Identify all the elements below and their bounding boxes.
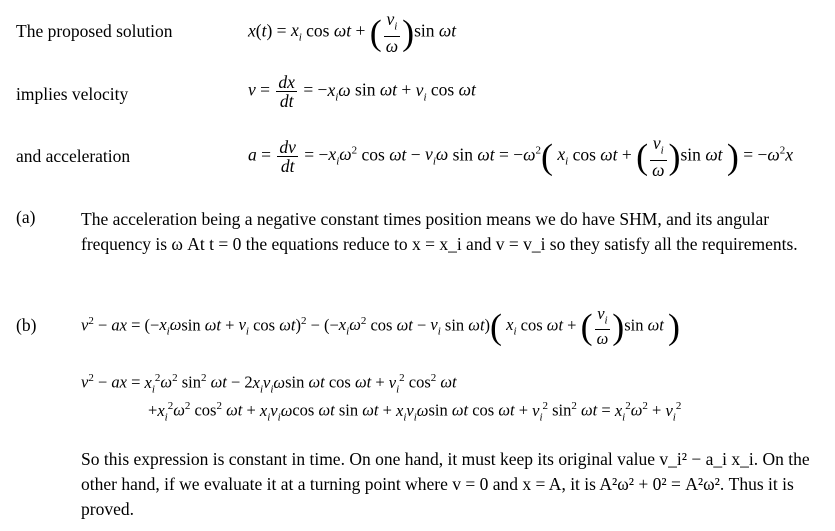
row-label-proposed-solution: The proposed solution [16,21,173,41]
part-b-label: (b) [16,315,37,335]
equation-b-line2: $v^2$ − ax = $x_i^2\omega^2$ $\sin^2 \omega t - 2x_iv_i\omega\sin$ ωt $\cos \omega t + v_i^2$ $\cos^2 \omega t$ [81,372,457,395]
equation-b-line3: $+x_i^2\omega^2$ $\cos^2 \omega t + x_iv_i\omega\cos$ ωt $\sin \omega t + x_iv_i\omega\sin$ ωt $\cos \omega t + v_i^2$ $\sin^2 \omega t = x_i^2\omega^2 + v_i^2$ [148,400,682,423]
equation-acceleration: a = $\frac{dv}{dt}$ = $-x_i\omega^2$ $\cos \omega t - v_i\omega$ $\sin \omega t = -\omega^2$( $x_i$ cos ωt + ( $\frac{v_i}{\omega}$ )sin ωt ) = $-\omega^2x$ [248,133,794,180]
equation-position: $x(t) = x_i$ cos ωt + ( $\frac{v_i}{\omega}$ )sin ωt [248,9,457,56]
equation-b-line1: $v^2$ − ax = ($-x_i\omega\sin$ $\omega t + v_i$ $\cos \omega t)^2 - (-x_i\omega^2$ $\cos \omega t - v_i$ sin ωt)( $x_i$ cos ωt + ( $\frac{v_i}{\omega}$ )sin ωt ) [81,304,680,349]
part-a-label: (a) [16,207,36,227]
row-label-acceleration: and acceleration [16,146,131,166]
row-label-velocity: implies velocity [16,84,129,104]
part-b-conclusion: So this expression is constant in time. On one hand, it must keep its original value v_i² − a_i x_i. On the other hand, if we evaluate it at a turning point where v = 0 and x = A, it is A²ω² + 0² = A²ω². Thus it is proved. [81,449,810,519]
equation-velocity: v = $\frac{dx}{dt}$ = $-x_i\omega$ $\sin \omega t + v_i$ cos ωt [248,72,476,111]
part-a-text: The acceleration being a negative constant times position means we do have SHM, and its angular frequency is ω At t = 0 the equations reduce to x = x_i and v = v_i so they satisfy all the requirements. [81,209,798,254]
